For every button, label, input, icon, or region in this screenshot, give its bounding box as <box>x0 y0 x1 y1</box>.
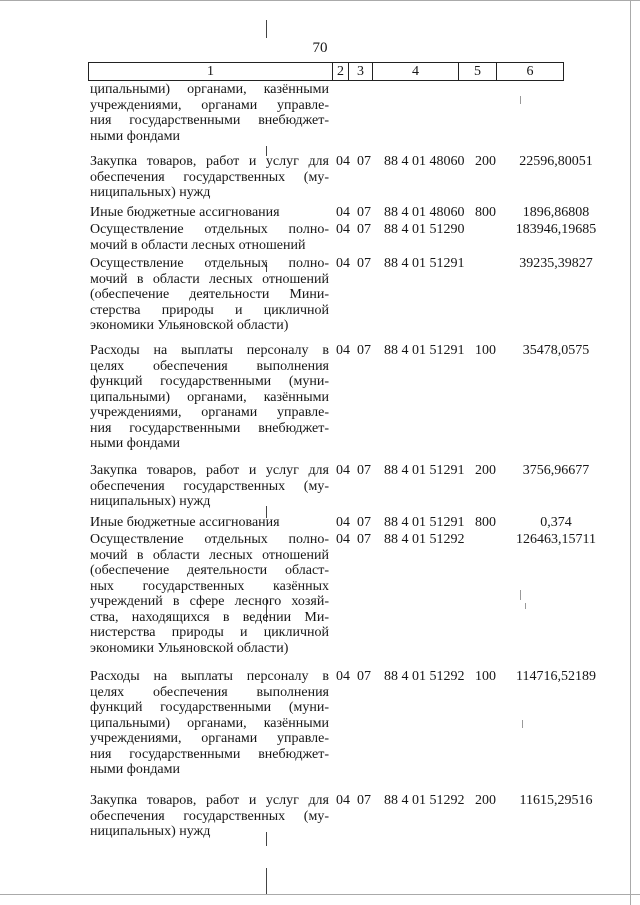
amount: 1896,86808 <box>522 205 590 220</box>
scan-mark <box>522 720 523 728</box>
section-code: 04 <box>336 793 350 808</box>
target-article-code: 88 4 01 51291 <box>384 256 465 271</box>
column-rule <box>266 868 267 894</box>
section-code: 04 <box>336 256 350 271</box>
section-code: 04 <box>336 343 350 358</box>
row-description: Осуществление отдельных полно- мочий в области лесных отношений (обеспечение деятельности Мини- стерства природы и цикличной экономики Ульяновской области) <box>90 256 329 333</box>
target-article-code: 88 4 01 51292 <box>384 532 465 547</box>
amount: 126463,15711 <box>516 532 596 547</box>
expense-type-code: 800 <box>475 205 496 220</box>
section-code: 04 <box>336 669 350 684</box>
subsection-code: 07 <box>357 532 371 547</box>
expense-type-code: 200 <box>475 463 496 478</box>
subsection-code: 07 <box>357 222 371 237</box>
target-article-code: 88 4 01 51291 <box>384 515 465 530</box>
header-col-5: 5 <box>459 63 497 80</box>
row-description: Осуществление отдельных полно- мочий в области лесных отношений <box>90 222 329 253</box>
amount: 11615,29516 <box>519 793 593 808</box>
amount: 3756,96677 <box>522 463 590 478</box>
page-number: 70 <box>312 40 328 56</box>
target-article-code: 88 4 01 51291 <box>384 463 465 478</box>
row-description: Расходы на выплаты персоналу в целях обеспечения выполнения функций государственными (муни- ципальными) органами, казёнными учреждениями, органами управле- ния государственными внебюджет- ными фондами <box>90 669 329 777</box>
row-description: Закупка товаров, работ и услуг для обеспечения государственных (му- ниципальных) нужд <box>90 463 329 509</box>
target-article-code: 88 4 01 51292 <box>384 669 465 684</box>
amount: 0,374 <box>540 515 572 530</box>
header-col-2: 2 <box>333 63 349 80</box>
target-article-code: 88 4 01 48060 <box>384 205 465 220</box>
amount: 39235,39827 <box>519 256 593 271</box>
subsection-code: 07 <box>357 793 371 808</box>
subsection-code: 07 <box>357 669 371 684</box>
target-article-code: 88 4 01 48060 <box>384 154 465 169</box>
scan-mark <box>520 590 521 600</box>
subsection-code: 07 <box>357 154 371 169</box>
scan-mark <box>525 603 526 609</box>
column-rule <box>266 20 267 38</box>
row-description: Иные бюджетные ассигнования <box>90 205 280 220</box>
row-description: Закупка товаров, работ и услуг для обеспечения государственных (му- ниципальных) нужд <box>90 793 329 839</box>
expense-type-code: 200 <box>475 793 496 808</box>
header-col-1: 1 <box>89 63 333 80</box>
page-edge <box>630 0 631 905</box>
amount: 22596,80051 <box>519 154 593 169</box>
target-article-code: 88 4 01 51292 <box>384 793 465 808</box>
table-header <box>88 62 564 81</box>
scan-mark <box>520 96 521 104</box>
amount: 183946,19685 <box>515 222 597 237</box>
row-description: Расходы на выплаты персоналу в целях обеспечения выполнения функций государственными (муни- ципальными) органами, казёнными учреждениями, органами управле- ния государственными внебюджет- ными фондами <box>90 343 329 451</box>
section-code: 04 <box>336 515 350 530</box>
page-edge <box>0 0 640 1</box>
expense-type-code: 800 <box>475 515 496 530</box>
subsection-code: 07 <box>357 515 371 530</box>
amount: 35478,0575 <box>522 343 590 358</box>
subsection-code: 07 <box>357 205 371 220</box>
subsection-code: 07 <box>357 463 371 478</box>
row-description: Осуществление отдельных полно- мочий в области лесных отношений (обеспечение деятельности област- ных государственных казённых учреждений в сфере лесного хозяй- ства, находящихся в ведении Ми- нистерства природы и цикличной экономики Ульяновской области) <box>90 532 329 656</box>
expense-type-code: 200 <box>475 154 496 169</box>
section-code: 04 <box>336 154 350 169</box>
subsection-code: 07 <box>357 343 371 358</box>
header-col-3: 3 <box>349 63 373 80</box>
section-code: 04 <box>336 222 350 237</box>
target-article-code: 88 4 01 51290 <box>384 222 465 237</box>
amount: 114716,52189 <box>516 669 596 684</box>
section-code: 04 <box>336 532 350 547</box>
section-code: 04 <box>336 463 350 478</box>
row-description: Закупка товаров, работ и услуг для обеспечения государственных (му- ниципальных) нужд <box>90 154 329 200</box>
subsection-code: 07 <box>357 256 371 271</box>
expense-type-code: 100 <box>475 343 496 358</box>
header-col-6: 6 <box>526 64 534 79</box>
row-description: Иные бюджетные ассигнования <box>90 515 280 530</box>
expense-type-code: 100 <box>475 669 496 684</box>
row-description: ципальными) органами, казёнными учреждениями, органами управле- ния государственными внебюджет- ными фондами <box>90 82 329 144</box>
section-code: 04 <box>336 205 350 220</box>
header-col-4: 4 <box>373 63 459 80</box>
page-edge <box>0 894 640 895</box>
target-article-code: 88 4 01 51291 <box>384 343 465 358</box>
